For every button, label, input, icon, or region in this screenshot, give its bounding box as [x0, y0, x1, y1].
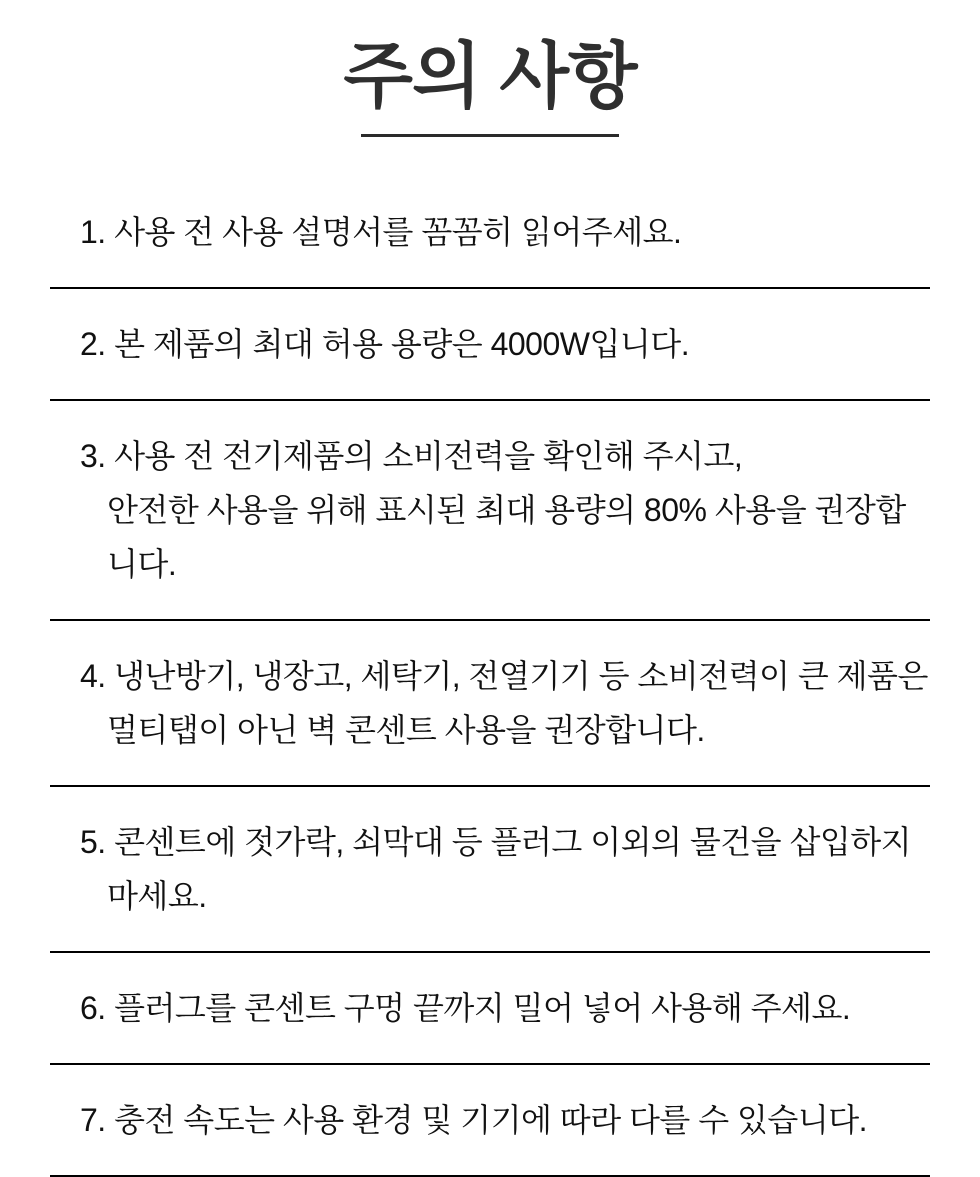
notice-text: [80, 649, 930, 757]
notice-line: 2. 본 제품의 최대 허용 용량은 4000W입니다.: [80, 326, 690, 362]
notice-text: [80, 429, 930, 591]
notice-line: 4. 냉난방기, 냉장고, 세탁기, 전열기기 등 소비전력이 큰 제품은: [80, 658, 928, 694]
notice-item: [50, 1065, 930, 1177]
notice-item: [50, 787, 930, 953]
notice-line: 멀티탭이 아닌 벽 콘센트 사용을 권장합니다.: [107, 712, 705, 748]
notice-item: [50, 177, 930, 289]
notice-item: [50, 401, 930, 621]
title-underline: [361, 134, 619, 137]
notice-list: [50, 177, 930, 1177]
notice-line: 1. 사용 전 사용 설명서를 꼼꼼히 읽어주세요.: [80, 214, 682, 250]
notice-text: [80, 815, 930, 923]
notice-line: 6. 플러그를 콘센트 구멍 끝까지 밀어 넣어 사용해 주세요.: [80, 990, 851, 1026]
notice-line: 3. 사용 전 전기제품의 소비전력을 확인해 주시고,: [80, 438, 743, 474]
notice-item: [50, 289, 930, 401]
page-title: 주의 사항: [343, 37, 637, 117]
notice-text: [80, 317, 930, 371]
notice-line: 7. 충전 속도는 사용 환경 및 기기에 따라 다를 수 있습니다.: [80, 1102, 868, 1138]
notice-line: 안전한 사용을 위해 표시된 최대 용량의 80% 사용을 권장합니다.: [107, 492, 906, 582]
notice-line: 5. 콘센트에 젓가락, 쇠막대 등 플러그 이외의 물건을 삽입하지 마세요.: [80, 824, 912, 914]
notice-text: [80, 1093, 930, 1147]
notice-text: [80, 981, 930, 1035]
page-header: [0, 0, 980, 137]
notice-item: [50, 953, 930, 1065]
notice-text: [80, 205, 930, 259]
notice-item: [50, 621, 930, 787]
